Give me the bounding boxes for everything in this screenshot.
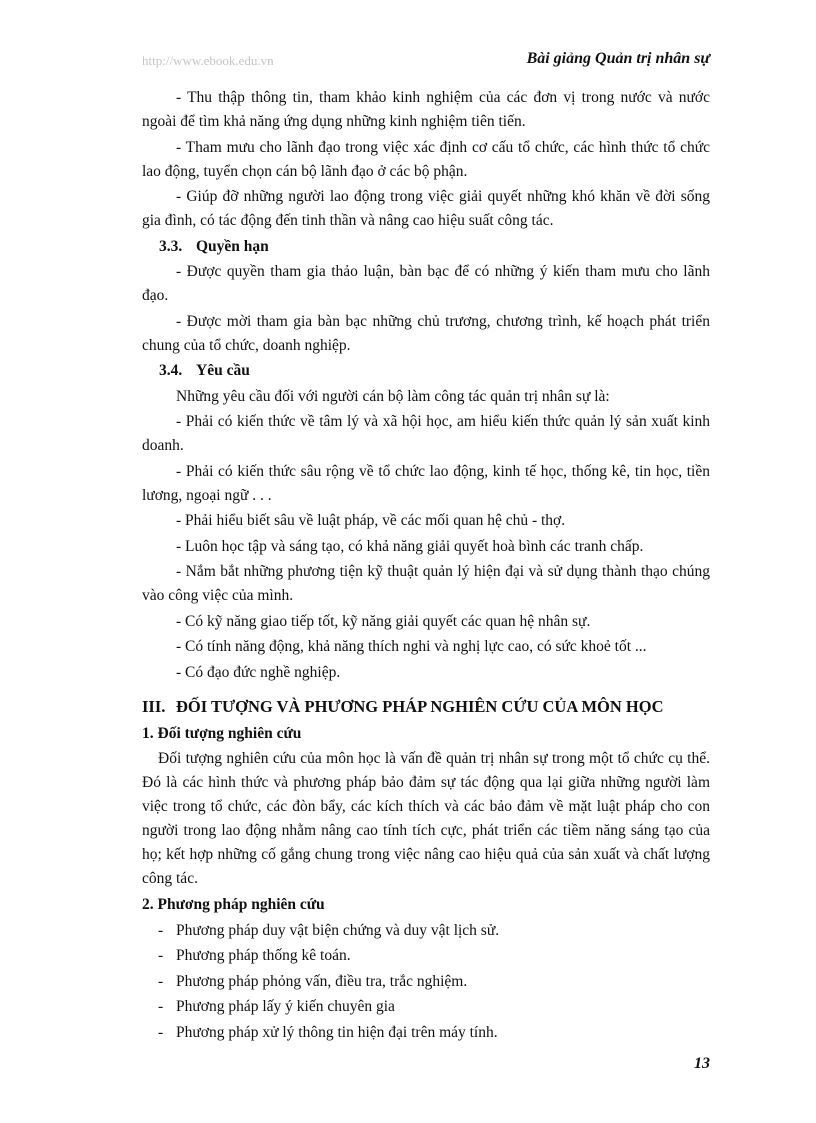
method-item bbox=[142, 970, 710, 994]
task-paragraph: - Giúp đỡ những người lao động trong việc giải quyết những khó khăn về đời sống gia đình, có tác động đến tinh thần và nâng cao hiệu suất công tác. bbox=[142, 188, 710, 229]
section-heading-3-3 bbox=[142, 235, 710, 259]
requirement-item: - Có đạo đức nghề nghiệp. bbox=[176, 663, 341, 681]
section-title: Quyền hạn bbox=[196, 237, 269, 255]
method-item bbox=[142, 944, 710, 968]
requirement-item: - Có kỹ năng giao tiếp tốt, kỹ năng giải quyết các quan hệ nhân sự. bbox=[176, 612, 591, 630]
list-dash: - bbox=[158, 972, 164, 990]
header-url-watermark: http://www.ebook.edu.vn bbox=[142, 53, 274, 68]
method-text: Phương pháp lấy ý kiến chuyên gia bbox=[176, 998, 395, 1015]
rights-paragraph: - Được mời tham gia bàn bạc những chủ trương, chương trình, kế hoạch phát triển chung của tổ chức, doanh nghiệp. bbox=[142, 312, 710, 354]
method-item bbox=[142, 919, 710, 943]
section-title: Yêu cầu bbox=[196, 362, 250, 379]
list-dash: - bbox=[158, 947, 164, 964]
chapter-title: ĐỐI TƯỢNG VÀ PHƯƠNG PHÁP NGHIÊN CỨU CỦA MÔN HỌC bbox=[176, 696, 664, 716]
list-dash: - bbox=[158, 1023, 164, 1041]
method-text: Phương pháp thống kê toán. bbox=[176, 947, 351, 964]
method-text: Phương pháp xử lý thông tin hiện đại trên máy tính. bbox=[176, 1023, 498, 1041]
section-number: 3.3. bbox=[159, 237, 183, 255]
method-text: Phương pháp phỏng vấn, điều tra, trắc nghiệm. bbox=[176, 972, 468, 990]
method-item bbox=[142, 995, 710, 1019]
requirement-item: - Nắm bắt những phương tiện kỹ thuật quản lý hiện đại và sử dụng thành thạo chúng vào công việc của mình. bbox=[142, 563, 710, 604]
list-dash: - bbox=[158, 921, 164, 939]
rights-paragraph: - Được quyền tham gia thảo luận, bàn bạc để có những ý kiến tham mưu cho lãnh đạo. bbox=[142, 263, 710, 304]
method-text: Phương pháp duy vật biện chứng và duy vật lịch sử. bbox=[176, 921, 500, 939]
requirement-item: - Có tính năng động, khả năng thích nghi và nghị lực cao, có sức khoẻ tốt ... bbox=[176, 638, 647, 655]
requirement-item: - Phải hiểu biết sâu về luật pháp, về các mối quan hệ chủ - thợ. bbox=[176, 512, 566, 529]
subsection-1-paragraph: Đối tượng nghiên cứu của môn học là vấn đề quản trị nhân sự trong một tổ chức cụ thể. Đó là các hình thức và phương pháp bảo đảm sự tác động qua lại giữa những người làm việc trong tổ chức, các đòn bẩy, các kích thích và các bảo đảm về mặt luật pháp cho con người trong lao động nhằm nâng cao tính tích cực, phát triển các tiềm năng sáng tạo của họ; kết hợp những cố gắng chung trong việc nâng cao hiệu quả của sản xuất và chất lượng công tác. bbox=[142, 750, 710, 887]
page-body bbox=[142, 86, 710, 1046]
requirements-intro: Những yêu cầu đối với người cán bộ làm công tác quản trị nhân sự là: bbox=[176, 387, 610, 405]
section-heading-3-4 bbox=[142, 359, 710, 383]
page-number: 13 bbox=[694, 1055, 710, 1072]
method-item bbox=[142, 1021, 710, 1045]
chapter-heading-III bbox=[142, 695, 710, 719]
requirement-item: - Phải có kiến thức sâu rộng về tổ chức lao động, kinh tế học, thống kê, tin học, tiền lương, ngoại ngữ . . . bbox=[142, 462, 710, 504]
section-number: 3.4. bbox=[159, 362, 183, 379]
requirement-item: - Luôn học tập và sáng tạo, có khả năng giải quyết hoà bình các tranh chấp. bbox=[176, 537, 644, 555]
subsection-heading-2: 2. Phương pháp nghiên cứu bbox=[142, 896, 325, 913]
subsection-heading-1: 1. Đối tượng nghiên cứu bbox=[142, 724, 302, 742]
chapter-number: III. bbox=[142, 696, 166, 716]
task-paragraph: - Thu thập thông tin, tham khảo kinh nghiệm của các đơn vị trong nước và nước ngoài để tìm khả năng ứng dụng những kinh nghiệm tiên tiến. bbox=[142, 89, 710, 130]
requirement-item: - Phải có kiến thức về tâm lý và xã hội học, am hiểu kiến thức quản lý sản xuất kinh doanh. bbox=[142, 413, 710, 454]
list-dash: - bbox=[158, 998, 164, 1015]
page-header bbox=[142, 50, 710, 76]
task-paragraph: - Tham mưu cho lãnh đạo trong việc xác định cơ cấu tổ chức, các hình thức tổ chức lao động, tuyển chọn cán bộ lãnh đạo ở các bộ phận. bbox=[142, 138, 710, 180]
header-title: Bài giảng Quản trị nhân sự bbox=[526, 50, 710, 67]
